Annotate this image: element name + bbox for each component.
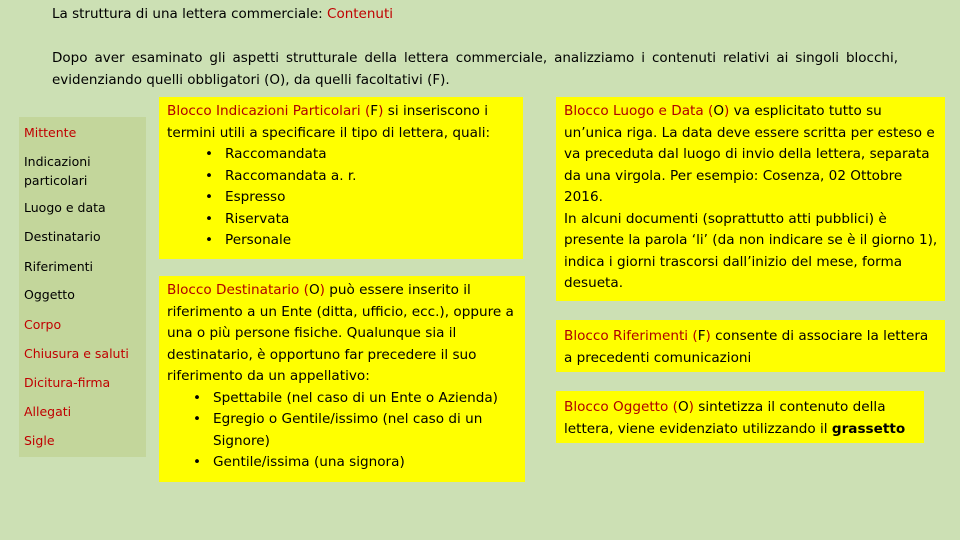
- sidebar-item-indicazioni: Indicazioni particolari: [24, 154, 91, 188]
- bullet-icon: •: [193, 389, 202, 406]
- slide-title: [52, 6, 393, 22]
- list-item: • Egregio o Gentile/issimo (nel caso di un Signore): [193, 411, 483, 449]
- sidebar-item-mittente: Mittente: [24, 125, 77, 140]
- bullet-icon: •: [205, 210, 214, 227]
- sidebar-item-oggetto: Oggetto: [24, 287, 75, 302]
- list-item: • Riservata: [167, 209, 517, 231]
- block-riferimenti-heading: Blocco Riferimenti (F): [564, 328, 711, 344]
- sidebar-item-corpo: Corpo: [24, 317, 62, 332]
- list-item: • Espresso: [167, 187, 517, 209]
- list-item: • Raccomandata: [167, 144, 517, 166]
- block-luogo-data: [556, 97, 945, 301]
- list-item: • Spettabile (nel caso di un Ente o Azienda): [167, 388, 519, 410]
- bullet-icon: •: [205, 146, 214, 162]
- sidebar-item-riferimenti: Riferimenti: [24, 259, 94, 274]
- bullet-icon: •: [193, 454, 202, 470]
- sidebar-blocks-list: [19, 117, 146, 457]
- block-indicazioni-heading: Blocco Indicazioni Particolari (F): [167, 103, 384, 119]
- sidebar-item-sigle: Sigle: [24, 433, 55, 448]
- block-indicazioni-text: Blocco Indicazioni Particolari (F) si inseriscono i termini utili a specificare il tipo di lettera, quali:: [167, 103, 491, 141]
- salutation-list: [167, 388, 519, 474]
- block-luogo-text-2: In alcuni documenti (soprattutto atti pubblici) è presente la parola ‘li’ (da non indicare se è il giorno 1), indica i giorni trascorsi dall’inizio del mese, forma desueta.: [564, 210, 938, 291]
- bullet-icon: •: [205, 167, 214, 184]
- bullet-icon: •: [205, 189, 214, 205]
- bold-word: grassetto: [831, 420, 906, 437]
- bullet-icon: •: [193, 411, 202, 427]
- block-riferimenti-text: Blocco Riferimenti (F) consente di associare la lettera a precedenti comunicazioni: [564, 328, 929, 366]
- block-luogo-text: Blocco Luogo e Data (O) va esplicitato tutto su un’unica riga. La data deve essere scritta per esteso e va preceduta dal luogo di invio della lettera, separata da una virgola. Per esempio: Cosenza, 02 Ottobre 2016.: [564, 103, 935, 205]
- title-text: La struttura di una lettera commerciale:: [52, 6, 328, 22]
- block-indicazioni-particolari: [159, 97, 523, 259]
- letter-type-list: [167, 144, 517, 252]
- sidebar-item-allegati: Allegati: [24, 404, 72, 419]
- sidebar-item-luogo-data: Luogo e data: [24, 200, 106, 215]
- block-destinatario-text: Blocco Destinatario (O) può essere inserito il riferimento a un Ente (ditta, ufficio, ecc.), oppure a una o più persone fisiche. Qualunque sia il destinatario, è opportuno far precedere il suo riferimento da un appellativo:: [167, 282, 514, 384]
- block-oggetto-heading: Blocco Oggetto (O): [564, 399, 694, 415]
- block-destinatario-heading: Blocco Destinatario (O): [167, 282, 325, 298]
- block-destinatario: [159, 276, 525, 482]
- intro-paragraph: Dopo aver esaminato gli aspetti strutturale della lettera commerciale, analizziamo i contenuti relativi ai singoli blocchi, evidenziando quelli obbligatori (O), da quelli facoltativi (F).: [52, 50, 898, 88]
- block-luogo-heading: Blocco Luogo e Data (O): [564, 103, 730, 119]
- bullet-icon: •: [205, 232, 214, 248]
- sidebar-item-dicitura-firma: Dicitura-firma: [24, 375, 111, 390]
- block-riferimenti: [556, 320, 945, 372]
- sidebar-item-destinatario: Destinatario: [24, 229, 101, 244]
- list-item: • Raccomandata a. r.: [167, 166, 517, 188]
- sidebar-item-chiusura: Chiusura e saluti: [24, 346, 129, 361]
- block-oggetto: [556, 391, 924, 443]
- list-item: • Personale: [167, 230, 517, 252]
- title-highlight: Contenuti: [327, 6, 394, 22]
- list-item: • Gentile/issima (una signora): [167, 452, 519, 474]
- block-oggetto-text: Blocco Oggetto (O) sintetizza il contenuto della lettera, viene evidenziato utilizzando il grassetto: [564, 399, 906, 437]
